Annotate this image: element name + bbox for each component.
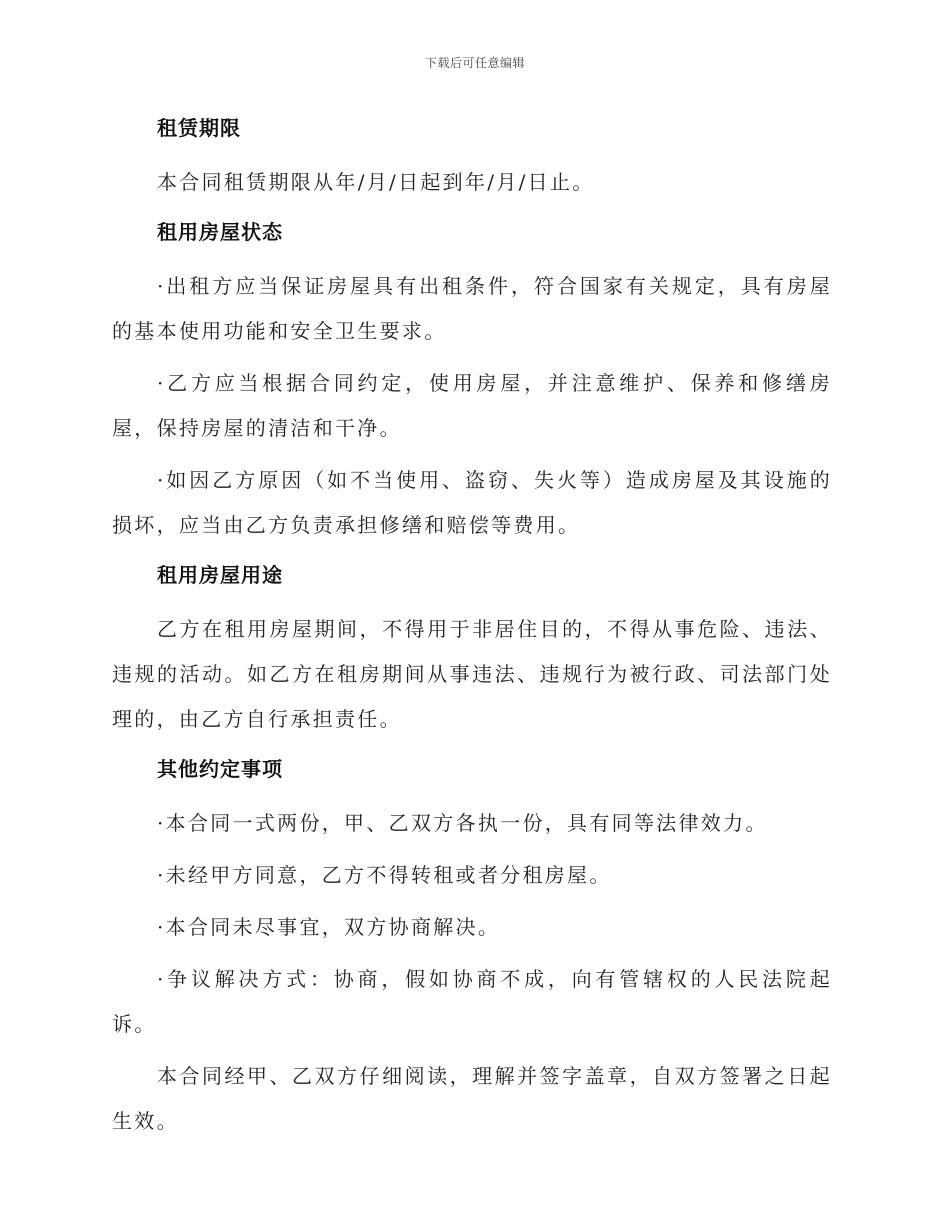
paragraph: ·乙方应当根据合同约定，使用房屋，并注意维护、保养和修缮房屋，保持房屋的清洁和干净。 bbox=[112, 371, 832, 440]
header-note: 下载后可任意编辑 bbox=[424, 56, 525, 70]
paragraph: ·未经甲方同意，乙方不得转租或者分租房屋。 bbox=[157, 863, 612, 887]
paragraph: 本合同经甲、乙双方仔细阅读，理解并签字盖章，自双方签署之日起生效。 bbox=[112, 1064, 832, 1133]
section-heading-property-condition: 租用房屋状态 bbox=[157, 220, 283, 244]
document-body bbox=[112, 108, 832, 1151]
paragraph: ·本合同一式两份，甲、乙双方各执一份，具有同等法律效力。 bbox=[157, 811, 768, 835]
paragraph: 本合同租赁期限从年/月/日起到年/月/日止。 bbox=[157, 170, 595, 194]
paragraph: ·如因乙方原因（如不当使用、盗窃、失火等）造成房屋及其设施的损坏，应当由乙方负责承担修缮和赔偿等费用。 bbox=[112, 468, 832, 537]
paragraph: ·出租方应当保证房屋具有出租条件，符合国家有关规定，具有房屋的基本使用功能和安全卫生要求。 bbox=[112, 274, 832, 343]
paragraph: 乙方在租用房屋期间，不得用于非居住目的，不得从事危险、违法、违规的活动。如乙方在租房期间从事违法、违规行为被行政、司法部门处理的，由乙方自行承担责任。 bbox=[112, 617, 832, 731]
paragraph: ·本合同未尽事宜，双方协商解决。 bbox=[157, 915, 501, 939]
section-heading-lease-term: 租赁期限 bbox=[157, 116, 241, 140]
paragraph: ·争议解决方式：协商，假如协商不成，向有管辖权的人民法院起诉。 bbox=[112, 967, 832, 1036]
section-heading-other-terms: 其他约定事项 bbox=[157, 757, 283, 781]
section-heading-property-use: 租用房屋用途 bbox=[157, 563, 283, 587]
